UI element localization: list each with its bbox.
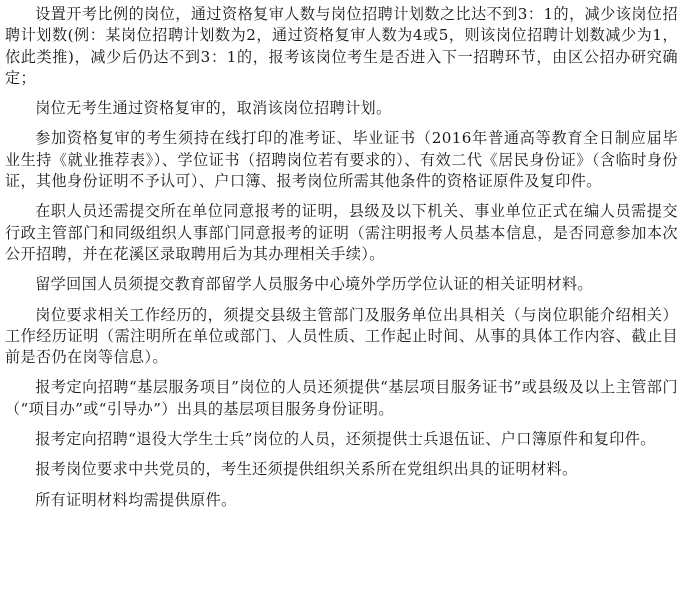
paragraph-no-candidates: 岗位无考生通过资格复审的，取消该岗位招聘计划。 — [35, 99, 392, 118]
paragraph-admission-ratio: 设置开考比例的岗位，通过资格复审人数与岗位招聘计划数之比达不到3：1的，减少该岗位招聘计划数(例：某岗位招聘计划数为2，通过资格复审人数为4或5，则该岗位招聘计划数减少为1，依此类推)，减少后仍达不到3：1的，报考该岗位考生是否进入下一招聘环节，由区公招办研究确定； — [5, 5, 678, 87]
paragraph-employed-applicants: 在职人员还需提交所在单位同意报考的证明，县级及以下机关、事业单位正式在编人员需提交行政主管部门和同级组织人事部门同意报考的证明（需注明报考人员基本信息，是否同意参加本次公开招聘，并在花溪区录取聘用后为其办理相关手续）。 — [5, 202, 678, 263]
paragraph-party-members: 报考岗位要求中共党员的，考生还须提供组织关系所在党组织出具的证明材料。 — [35, 460, 578, 479]
paragraph-overseas-returnees: 留学回国人员须提交教育部留学人员服务中心境外学历学位认证的相关证明材料。 — [35, 275, 593, 294]
paragraph-required-documents: 参加资格复审的考生须持在线打印的准考证、毕业证书（2016年普通高等教育全日制应届毕业生持《就业推荐表》）、学位证书（招聘岗位若有要求的）、有效二代《居民身份证》（含临时身份证，其他身份证明不予认可）、户口簿、报考岗位所需其他条件的资格证原件及复印件。 — [5, 129, 678, 191]
paragraph-veteran-students: 报考定向招聘“退役大学生士兵”岗位的人员，还须提供士兵退伍证、户口簿原件和复印件。 — [35, 430, 656, 449]
paragraph-grassroots-service: 报考定向招聘“基层服务项目”岗位的人员还须提供“基层项目服务证书”或县级及以上主管部门（“项目办”或“引导办”）出具的基层项目服务身份证明。 — [5, 378, 678, 418]
paragraph-original-documents: 所有证明材料均需提供原件。 — [35, 490, 237, 509]
paragraph-work-experience: 岗位要求相关工作经历的，须提交县级主管部门及服务单位出具相关（与岗位职能介绍相关）工作经历证明（需注明所在单位或部门、人员性质、工作起止时间、从事的具体工作内容、截止目前是否仍在岗等信息）。 — [5, 305, 678, 367]
